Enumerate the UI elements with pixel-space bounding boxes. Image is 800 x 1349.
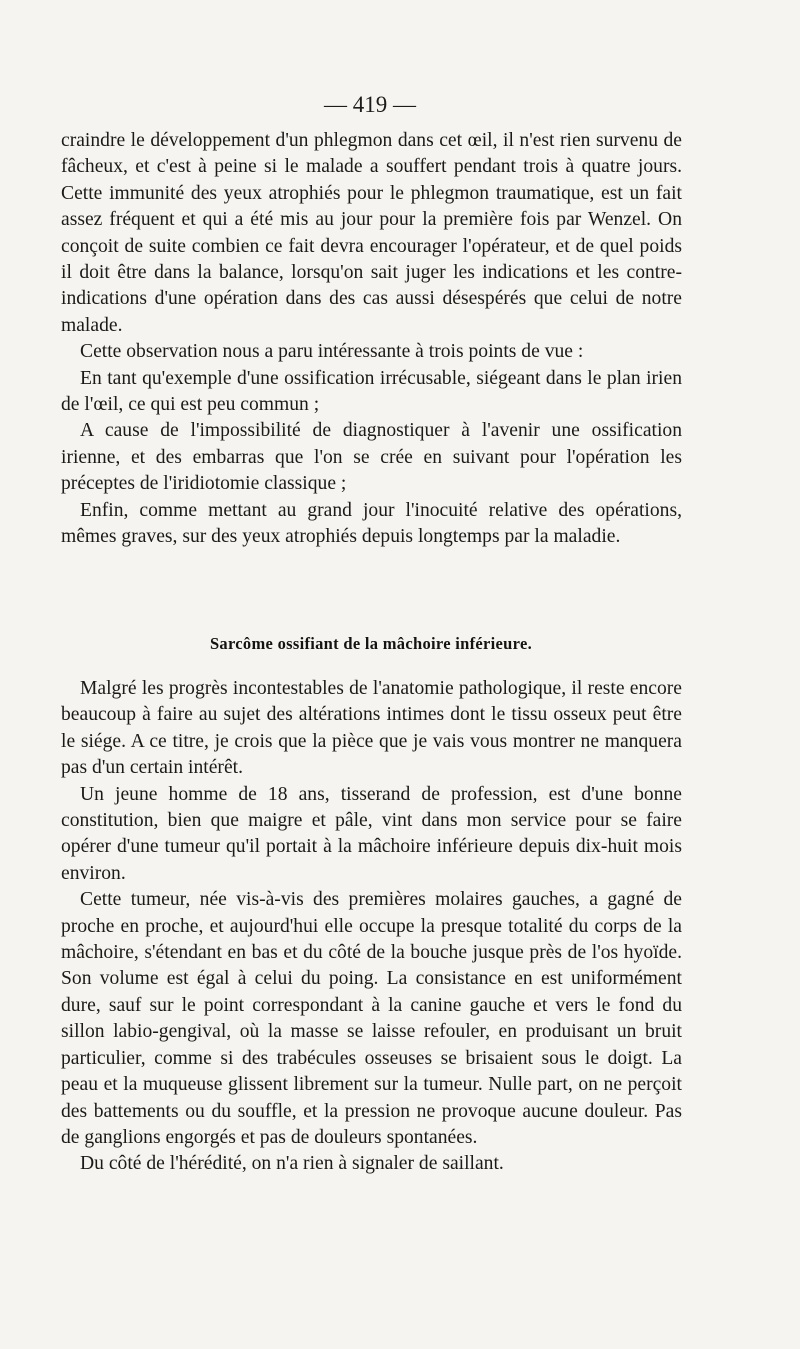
paragraph-body: Un jeune homme de 18 ans, tisserand de profession, est d'une bonne constitution, bien que maigre et pâle, vint dans mon service pour se faire opérer d'une tumeur qu'il portait à la mâchoire inférieure depuis dix-huit mois environ.	[61, 783, 682, 884]
paragraph-point-2: A cause de l'impossibilité de diagnostiquer à l'avenir une ossification irienne, et des embarras que l'on se crée en suivant pour l'opération les préceptes de l'iridiotomie classique ;	[61, 420, 682, 495]
section-heading: Sarcôme ossifiant de la mâchoire inférieure.	[209, 634, 533, 653]
paragraph-point-3: Enfin, comme mettant au grand jour l'inocuité relative des opérations, mêmes graves, sur des yeux atrophiés depuis longtemps par la maladie.	[61, 499, 682, 548]
paragraph-intro: Cette observation nous a paru intéressante à trois points de vue :	[80, 341, 584, 363]
paragraph-body: Cette tumeur, née vis-à-vis des premières molaires gauches, a gagné de proche en proche, et aujourd'hui elle occupe la presque totalité du corps de la mâchoire, s'étendant en bas et du côté de la bouche jusque près de l'os hyoïde. Son volume est égal à celui du poing. La consistance en est uniformément dure, sauf sur le point correspondant à la canine gauche et vers le fond du sillon labio-gengival, où la masse se laisse refouler, en produisant un bruit particulier, comme si des trabécules osseuses se brisaient sous le doigt. La peau et la muqueuse glissent librement sur la tumeur. Nulle part, on ne perçoit des battements ou du souffle, et la pression ne provoque aucune douleur. Pas de ganglions engorgés et pas de douleurs spontanées.	[61, 889, 682, 1148]
paragraph-point-1: En tant qu'exemple d'une ossification irrécusable, siégeant dans le plan irien de l'œil, ce qui est peu commun ;	[61, 367, 682, 416]
observation-text	[61, 128, 682, 551]
paragraph-body: Du côté de l'hérédité, on n'a rien à signaler de saillant.	[80, 1153, 504, 1175]
paragraph-continuation: craindre le développement d'un phlegmon dans cet œil, il n'est rien survenu de fâcheux, et c'est à peine si le malade a souffert pendant trois à quatre jours. Cette immunité des yeux atrophiés pour le phlegmon traumatique, est un fait assez fréquent et qui a été mis au jour pour la première fois par Wenzel. On conçoit de suite combien ce fait devra encourager l'opérateur, et de quel poids il doit être dans la balance, lorsqu'on sait juger les indications et les contre-indications d'une opération dans des cas aussi désespérés que celui de notre malade.	[61, 130, 682, 336]
paragraph-body: Malgré les progrès incontestables de l'anatomie pathologique, il reste encore beaucoup à faire au sujet des altérations intimes dont le tissu osseux peut être le siége. A ce titre, je crois que la pièce que je vais vous montrer ne manquera pas d'un certain intérêt.	[61, 678, 682, 779]
page-number: — 419 —	[324, 92, 416, 117]
sarcoma-text	[61, 676, 682, 1178]
